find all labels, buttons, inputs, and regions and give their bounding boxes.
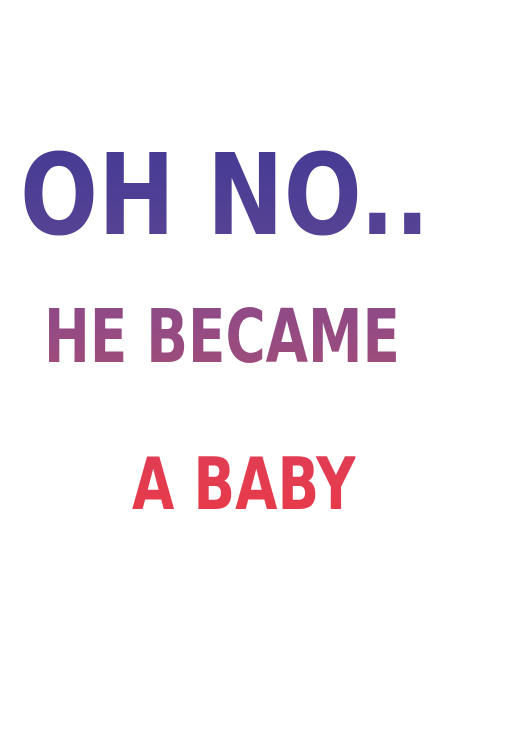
title-line-he-became: HE BECAME bbox=[44, 294, 400, 380]
title-line-a-baby: A BABY bbox=[132, 442, 356, 526]
title-line-oh-no: OH NO.. bbox=[20, 131, 430, 261]
